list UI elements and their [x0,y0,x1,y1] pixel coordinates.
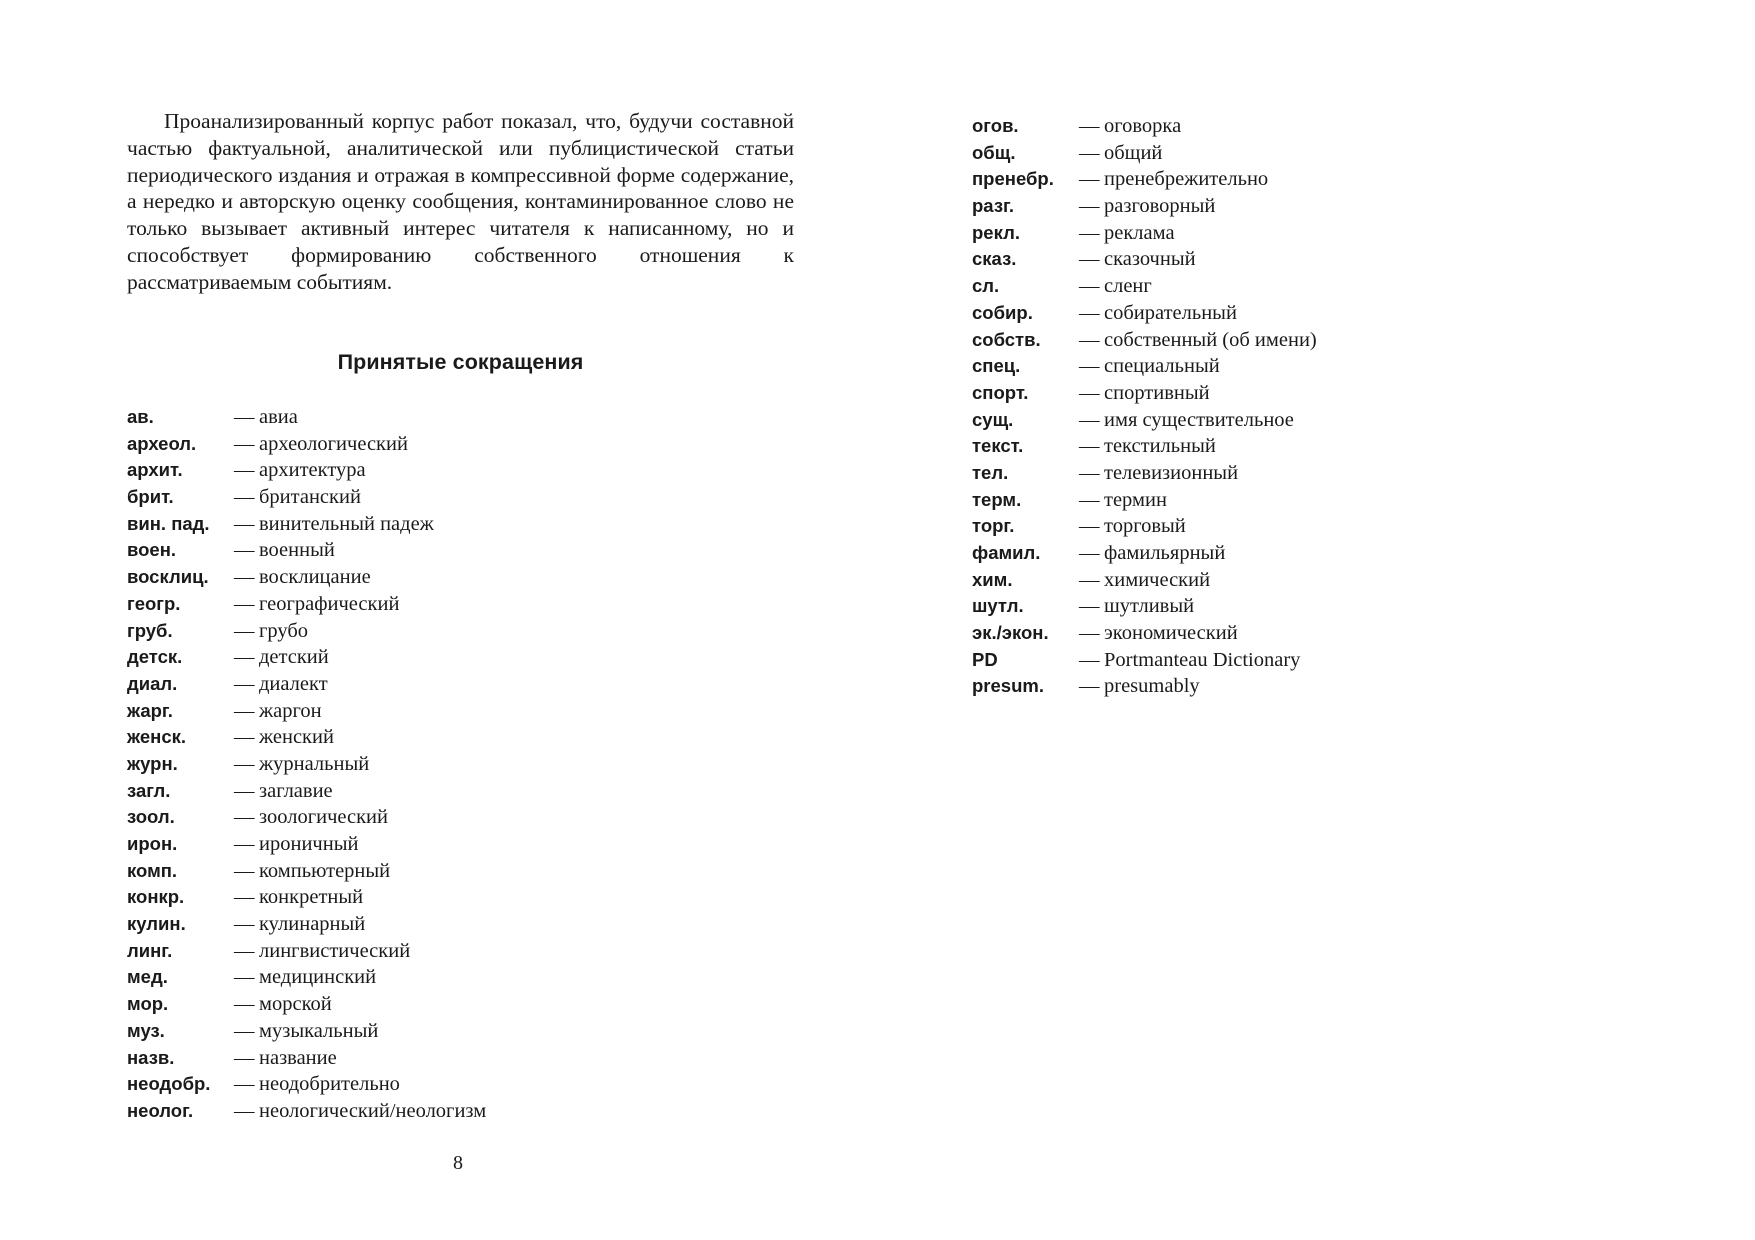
abbreviation-row [972,513,1317,540]
abbreviation-term: эк./экон. [972,622,1049,644]
abbreviation-dash: — [234,699,255,722]
abbreviation-meaning: торговый [1104,515,1186,538]
abbreviation-dash: — [1079,248,1100,271]
abbreviation-row [127,671,486,698]
abbreviation-meaning: реклама [1104,221,1175,244]
abbreviation-meaning: жаргон [259,699,322,722]
abbreviation-dash: — [234,913,255,936]
abbreviation-meaning: экономический [1104,622,1238,645]
abbreviation-meaning: кулинарный [259,913,366,936]
abbreviation-meaning: морской [259,993,332,1016]
abbreviation-dash: — [234,1073,255,1096]
abbreviation-dash: — [234,406,255,428]
abbreviation-row [127,724,486,751]
abbreviation-term: хим. [972,568,1013,590]
abbreviation-dash: — [234,512,255,535]
abbreviation-dash: — [1079,195,1100,218]
abbreviation-dash: — [234,646,255,669]
abbreviation-term: археол. [127,432,197,454]
abbreviation-row [127,911,486,938]
abbreviation-row [972,540,1317,567]
abbreviation-term: комп. [127,859,178,881]
abbreviation-dash: — [1079,542,1100,564]
abbreviation-meaning: лингвистический [259,939,411,962]
abbreviation-term: presum. [972,675,1044,697]
abbreviation-dash: — [234,459,255,482]
abbreviation-meaning: оговорка [1104,115,1182,137]
abbreviation-dash: — [234,486,255,509]
abbreviation-term: мед. [127,966,168,988]
abbreviation-row [972,380,1317,407]
abbreviation-dash: — [1079,568,1100,591]
intro-paragraph: Проанализированный корпус работ показал, что, будучи составной частью фактуальной, аналитической или публицистической статьи периодического издания и отражая в компрессивной форме содержание, а нередко и авторскую оценку сообщения, контаминированное слово не только вызывает активный интерес читателя к написанному, но и способствует формированию собственного отношения к рассматриваемым событиям. [127,109,794,294]
abbreviation-term: собств. [972,328,1041,350]
abbreviation-dash: — [1079,461,1100,484]
abbreviation-term: загл. [127,779,171,801]
abbreviation-dash: — [1079,408,1100,431]
abbreviation-dash: — [1079,435,1100,458]
abbreviation-row [127,964,486,991]
abbreviation-row [127,591,486,618]
abbreviation-term: шутл. [972,595,1024,617]
abbreviation-term: сказ. [972,248,1017,270]
abbreviation-meaning: текстильный [1104,435,1216,458]
abbreviation-meaning: археологический [259,432,408,455]
abbreviation-meaning: военный [259,539,335,562]
abbreviation-meaning: presumably [1104,675,1200,698]
abbreviation-dash: — [1079,328,1100,351]
page-number: 8 [453,1152,463,1174]
abbreviation-term: тел. [972,461,1009,483]
abbreviation-meaning: неодобрительно [259,1073,400,1096]
abbreviation-dash: — [234,1019,255,1042]
abbreviation-dash: — [1079,622,1100,645]
abbreviation-term: вин. пад. [127,512,210,534]
abbreviation-term: линг. [127,939,173,961]
abbreviation-row [127,858,486,885]
abbreviation-dash: — [1079,115,1100,137]
abbreviation-term: ирон. [127,833,178,854]
abbreviation-dash: — [1079,168,1100,191]
abbreviation-term: сл. [972,275,1000,297]
abbreviation-row [127,564,486,591]
abbreviation-term: пренебр. [972,168,1054,190]
abbreviation-term: детск. [127,646,183,668]
abbreviation-row [127,884,486,911]
abbreviation-term: огов. [972,115,1019,136]
abbreviation-dash: — [234,939,255,962]
abbreviation-meaning: название [259,1046,337,1069]
abbreviation-dash: — [234,566,255,589]
abbreviation-dash: — [1079,488,1100,511]
abbreviation-dash: — [234,752,255,775]
abbreviation-term: геогр. [127,592,181,614]
abbreviation-row [972,273,1317,300]
abbreviation-dash: — [1079,301,1100,324]
abbreviation-meaning: британский [259,486,361,509]
abbreviation-dash: — [1079,141,1100,164]
abbreviation-meaning: собственный (об имени) [1104,328,1317,351]
abbreviation-meaning: зоологический [259,806,388,829]
abbreviation-dash: — [234,886,255,909]
abbreviation-meaning: общий [1104,141,1163,164]
abbreviation-meaning: собирательный [1104,301,1237,324]
abbreviation-meaning: химический [1104,568,1211,591]
abbreviation-meaning: разговорный [1104,195,1216,218]
abbreviation-meaning: фамильярный [1104,542,1226,564]
abbreviation-row [972,620,1317,647]
abbreviation-row [127,831,486,858]
abbreviation-row [127,778,486,805]
section-title: Принятые сокращения [337,350,584,374]
abbreviation-term: восклиц. [127,566,209,588]
abbreviation-meaning: Portmanteau Dictionary [1104,648,1301,671]
abbreviation-meaning: женский [259,726,334,749]
abbreviation-term: текст. [972,435,1024,457]
abbreviation-meaning: конкретный [259,886,364,909]
abbreviation-row [127,698,486,725]
abbreviation-meaning: авиа [259,406,298,428]
abbreviation-row [127,751,486,778]
abbreviation-dash: — [1079,648,1100,671]
abbreviation-row [127,804,486,831]
abbreviation-term: муз. [127,1019,165,1041]
abbreviation-meaning: заглавие [259,779,333,802]
abbreviation-meaning: архитектура [259,459,366,482]
abbreviation-term: мор. [127,993,169,1015]
abbreviation-term: неодобр. [127,1073,211,1095]
abbreviation-row [972,647,1317,674]
abbreviation-dash: — [234,619,255,642]
abbreviation-row [127,644,486,671]
abbreviation-dash: — [234,539,255,562]
abbreviation-term: собир. [972,301,1033,323]
abbreviation-meaning: спортивный [1104,381,1210,404]
abbreviation-term: спорт. [972,381,1029,403]
abbreviation-term: общ. [972,141,1016,163]
abbreviation-row [972,593,1317,620]
abbreviation-row [972,327,1317,354]
abbreviation-dash: — [1079,675,1100,698]
abbreviation-row [127,1098,486,1125]
abbreviation-term: терм. [972,488,1022,510]
abbreviation-dash: — [234,726,255,749]
abbreviation-row [127,1018,486,1045]
abbreviation-row [972,113,1317,140]
abbreviation-dash: — [234,592,255,615]
abbreviation-term: жарг. [127,699,173,721]
abbreviation-term: архит. [127,459,183,481]
abbreviation-dash: — [1079,275,1100,298]
abbreviation-dash: — [1079,221,1100,244]
abbreviation-row [972,460,1317,487]
abbreviation-row [127,618,486,645]
abbreviation-term: рекл. [972,221,1020,243]
abbreviation-meaning: компьютерный [259,859,391,882]
abbreviation-meaning: сказочный [1104,248,1196,271]
abbreviation-term: груб. [127,619,173,641]
abbreviation-meaning: географический [259,592,400,615]
abbreviation-dash: — [234,993,255,1016]
abbreviation-meaning: специальный [1104,355,1220,378]
abbreviation-row [972,487,1317,514]
abbreviation-row [127,457,486,484]
abbreviation-term: ав. [127,406,154,427]
abbreviation-meaning: детский [259,646,329,669]
abbreviation-meaning: пренебрежительно [1104,168,1269,191]
abbreviation-row [972,220,1317,247]
abbreviation-row [972,246,1317,273]
abbreviation-meaning: сленг [1104,275,1152,298]
abbreviation-term: брит. [127,486,174,508]
abbreviation-term: торг. [972,515,1015,537]
abbreviation-meaning: ироничный [259,833,359,855]
abbreviation-row [127,1071,486,1098]
abbreviation-term: разг. [972,195,1015,217]
abbreviation-meaning: винительный падеж [259,512,434,535]
abbreviation-dash: — [1079,595,1100,618]
abbreviation-meaning: медицинский [259,966,377,989]
abbreviation-term: женск. [127,726,187,748]
abbreviation-meaning: имя существительное [1104,408,1294,431]
abbreviation-meaning: диалект [259,672,328,695]
abbreviation-row [127,511,486,538]
abbreviation-meaning: грубо [259,619,309,642]
abbreviation-term: фамил. [972,542,1041,563]
abbreviation-dash: — [1079,515,1100,538]
abbreviation-dash: — [234,432,255,455]
abbreviation-dash: — [234,966,255,989]
abbreviation-meaning: восклицание [259,566,371,589]
abbreviation-term: неолог. [127,1099,194,1121]
abbreviation-dash: — [234,779,255,802]
abbreviation-meaning: неологический/неологизм [259,1099,487,1122]
abbreviation-row [972,193,1317,220]
abbreviation-dash: — [234,859,255,882]
abbreviation-row [972,567,1317,594]
abbreviation-meaning: журнальный [259,752,370,775]
abbreviation-row [127,537,486,564]
abbreviation-meaning: шутливый [1104,595,1195,618]
abbreviation-dash: — [234,833,255,855]
abbreviation-row [127,404,486,431]
abbreviation-list-left [127,404,486,1125]
abbreviation-row [972,166,1317,193]
abbreviation-row [972,353,1317,380]
abbreviation-dash: — [1079,355,1100,378]
abbreviation-term: назв. [127,1046,175,1068]
abbreviation-term: кулин. [127,913,186,935]
abbreviation-list-right [972,113,1317,700]
abbreviation-meaning: телевизионный [1104,461,1239,484]
abbreviation-dash: — [234,672,255,695]
abbreviation-dash: — [1079,381,1100,404]
abbreviation-row [972,140,1317,167]
abbreviation-term: конкр. [127,886,185,908]
abbreviation-meaning: термин [1104,488,1167,511]
abbreviation-term: воен. [127,539,177,561]
abbreviation-term: PD [972,648,998,670]
abbreviation-row [972,673,1317,700]
abbreviation-dash: — [234,1046,255,1069]
abbreviation-row [972,433,1317,460]
abbreviation-term: сущ. [972,408,1014,430]
abbreviation-meaning: музыкальный [259,1019,379,1042]
abbreviation-term: спец. [972,355,1021,377]
abbreviation-row [127,431,486,458]
abbreviation-row [127,484,486,511]
abbreviation-row [972,300,1317,327]
abbreviation-row [972,407,1317,434]
abbreviation-dash: — [234,1099,255,1122]
intro-section [127,108,794,296]
abbreviation-term: журн. [127,752,178,774]
abbreviation-term: диал. [127,672,178,694]
abbreviation-row [127,1045,486,1072]
abbreviation-dash: — [234,806,255,829]
abbreviation-row [127,938,486,965]
abbreviation-row [127,991,486,1018]
abbreviation-term: зоол. [127,806,175,828]
